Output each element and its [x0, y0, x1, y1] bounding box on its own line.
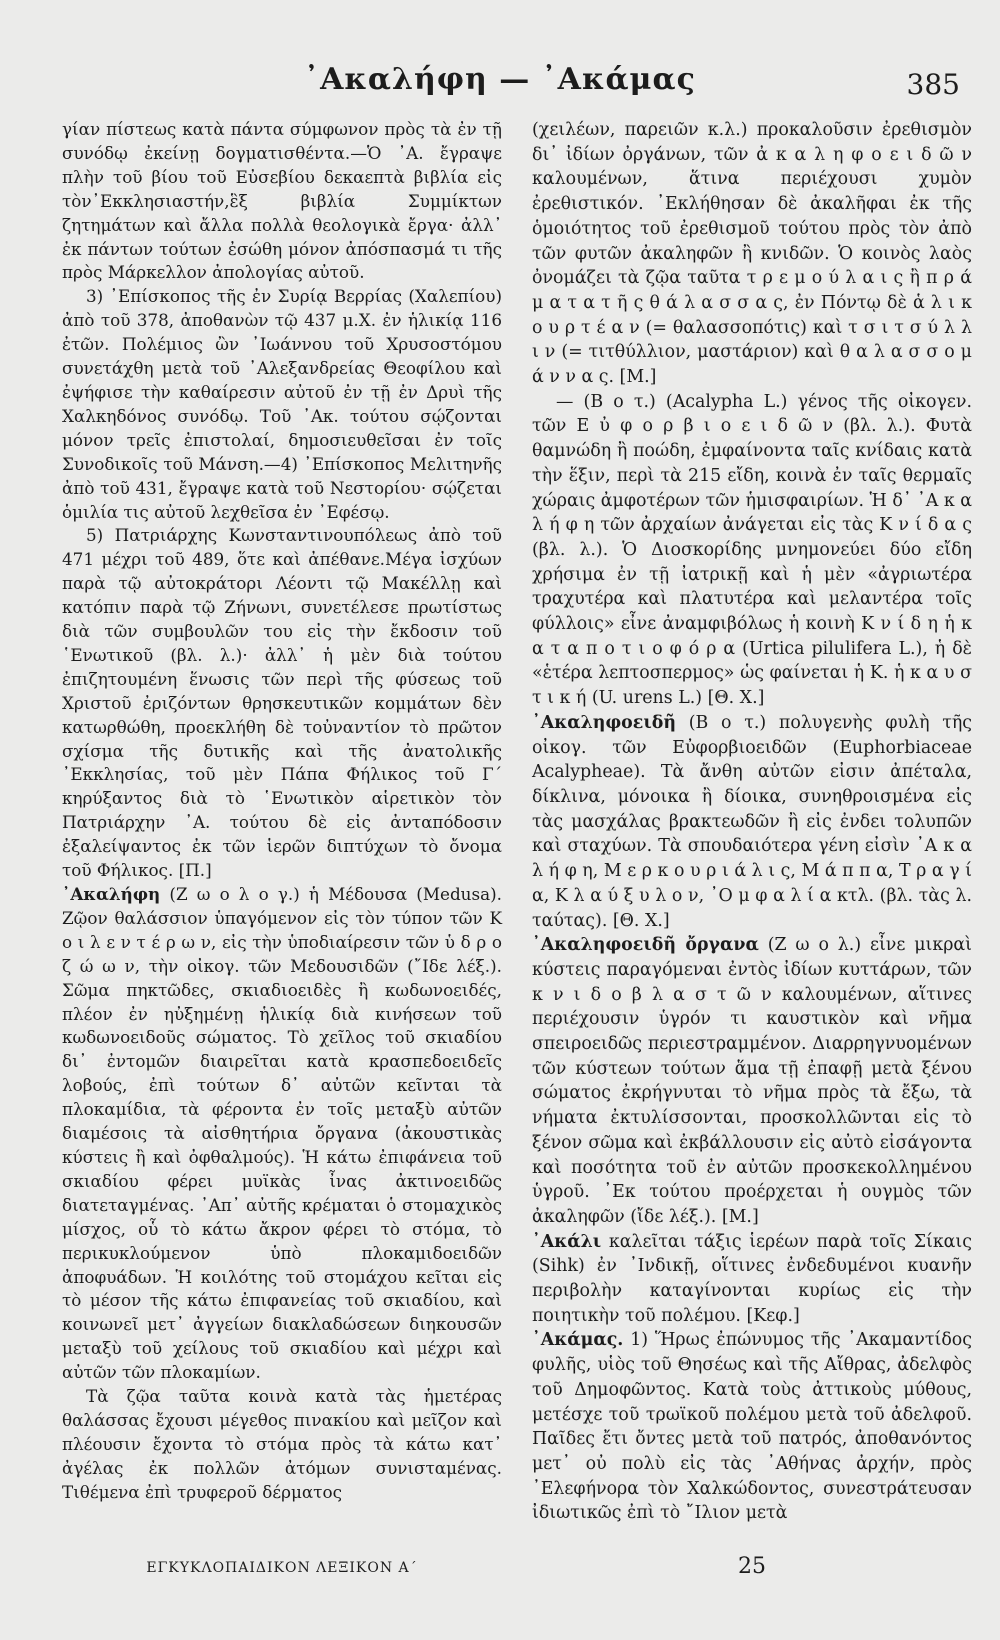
entry-headword: ᾿Ακαληφοειδῆ ὄργανα [532, 935, 759, 956]
paragraph [532, 933, 972, 1229]
left-column [62, 118, 502, 1505]
signature-mark: 25 [738, 1554, 766, 1579]
entry-headword: ᾿Ακαληφοειδῆ [532, 712, 677, 733]
paragraph [532, 390, 972, 711]
paragraph-text: 3) ᾿Επίσκοπος τῆς ἐν Συρίᾳ Βερρίας (Χαλεπίου) ἀπὸ τοῦ 378, ἀποθανὼν τῷ 437 μ.Χ. ἐν ἡλικίᾳ 116 ἐτῶν. Πολέμιος ὢν ᾿Ιωάννου τοῦ Χρυσοστόμου συνετάχθη μετὰ τοῦ ᾿Αλεξανδρείας Θεοφίλου καὶ ἐψήφισε τὴν καθαίρεσιν αὐτοῦ ἐν τῇ ἐν Δρυὶ τῆς Χαλκηδόνος συνόδῳ. Τοῦ ᾿Ακ. τούτου σῴζονται μόνον τρεῖς ἐπιστολαί, δημοσιευθεῖσαι ἐν τοῖς Συνοδικοῖς τοῦ Μάνση.—4) ᾿Επίσκοπος Μελιτηνῆς ἀπὸ τοῦ 431, ἔγραψε κατὰ τοῦ Νεστορίου· σῴζεται ὁμιλία τις αὐτοῦ λεχθεῖσα ἐν ᾿Εφέσῳ. [62, 286, 502, 522]
paragraph-text: — (Β ο τ.) (Acalypha L.) γένος τῆς οἰκογεν. τῶν Ε ὐ φ ο ρ β ι ο ε ι δ ῶ ν (βλ. λ.). Φυτὰ θαμνώδη ἢ ποώδη, ἐμφαίνοντα ταῖς κνίδαις κατὰ τὴν ἕξιν, περὶ τὰ 215 εἴδη, κοινὰ ἐν ταῖς θερμαῖς χώραις ἀμφοτέρων τῶν ἡμισφαιρίων. Ἡ δ᾿ ᾿Α κ α λ ή φ η τῶν ἀρχαίων ἀνάγεται εἰς τὰς Κ ν ί δ α ς (βλ. λ.). Ὁ Διοσκορίδης μνημονεύει δύο εἴδη χρήσιμα ἐν τῇ ἰατρικῇ καὶ ἡ μὲν «ἀγριωτέρα τραχυτέρα καὶ πλατυτέρα καὶ μελαντέρα τοῖς φύλλοις» εἶνε ἀναμφιβόλως ἡ κοινὴ Κ ν ί δ η ἡ κ α τ α π ο τ ι ο φ ό ρ α (Urtica pilulifera L.), ἡ δὲ «ἑτέρα λεπτοσπερμος» ὡς φαίνεται ἡ Κ. ἡ κ α υ σ τ ι κ ή (U. urens L.) [Θ. Χ.] [532, 391, 972, 709]
paragraph-text: Τὰ ζῷα ταῦτα κοινὰ κατὰ τὰς ἡμετέρας θαλάσσας ἔχουσι μέγεθος πινακίου καὶ μεῖζον καὶ πλέουσιν ἔχοντα τὸ στόμα πρὸς τὰ κάτω κατ᾿ ἀγέλας ἐκ πολλῶν ἀτόμων συνισταμένας. Τιθέμενα ἐπὶ τρυφεροῦ δέρματος [62, 1386, 502, 1502]
page-number: 385 [906, 68, 960, 101]
paragraph-text: 5) Πατριάρχης Κωνσταντινουπόλεως ἀπὸ τοῦ 471 μέχρι τοῦ 489, ὅτε καὶ ἀπέθανε.Μέγα ἰσχύων παρὰ τῷ αὐτοκράτορι Λέοντι τῷ Μακέλλῃ καὶ κατόπιν παρὰ τῷ Ζήνωνι, συνετέλεσε πρωτίστως διὰ τῶν συμβουλῶν του εἰς τὴν ἔκδοσιν τοῦ ῾Ενωτικοῦ (βλ. λ.)· ἀλλ᾿ ἡ μὲν διὰ τούτου ἐπιζητουμένη ἕνωσις τῶν περὶ τῆς φύσεως τοῦ Χριστοῦ ἐριζόντων θρησκευτικῶν κομμάτων δὲν κατωρθώθη, προεκλήθη δὲ τοὐναντίον τὸ πρῶτον σχίσμα τῆς δυτικῆς καὶ τῆς ἀνατολικῆς ᾿Εκκλησίας, τοῦ μὲν Πάπα Φήλικος τοῦ Γ΄ κηρύξαντος διὰ τὸ ῾Ενωτικὸν αἱρετικὸν τὸν Πατριάρχην ᾿Α. τούτου δὲ εἰς ἀνταπόδοσιν ἐξαλείψαντος ἐκ τῶν ἱερῶν διπτύχων τὸ ὄνομα τοῦ Φήλικος. [Π.] [62, 525, 502, 881]
paragraph [62, 1385, 502, 1505]
paragraph-text: (χειλέων, παρειῶν κ.λ.) προκαλοῦσιν ἐρεθισμὸν δι᾿ ἰδίων ὀργάνων, τῶν ἀ κ α λ η φ ο ε ι δ ῶ ν καλουμένων, ἅτινα περιέχουσι χυμὸν ἐρεθιστικόν. ᾿Εκλήθησαν δὲ ἀκαλῆφαι ἐκ τῆς ὁμοιότητος τοῦ ἐρεθισμοῦ τούτου πρὸς τὸν ἀπὸ τῶν φυτῶν ἀκαληφῶν ἢ κνιδῶν. Ὁ κοινὸς λαὸς ὀνομάζει τὰ ζῷα ταῦτα τ ρ ε μ ο ύ λ α ι ς ἢ π ρ ά μ α τ α τ ῆ ς θ ά λ α σ σ α ς, ἐν Πόντῳ δὲ ἁ λ ι κ ο υ ρ τ έ α ν (= θαλασσοπότις) καὶ τ σ ι τ σ ύ λ λ ι ν (= τιτθύλλιον, μαστάριον) καὶ θ α λ α σ σ ο μ ά ν ν α ς. [Μ.] [532, 120, 972, 388]
paragraph-text: γίαν πίστεως κατὰ πάντα σύμφωνον πρὸς τὰ ἐν τῇ συνόδῳ ἐκείνῃ δογματισθέντα.—Ὁ ᾿Α. ἔγραψε πλὴν τοῦ βίου τοῦ Εὐσεβίου δεκαεπτὰ βιβλία εἰς τὸν᾿Εκκλησιαστήν,ἓξ βιβλία Συμμίκτων ζητημάτων καὶ ἄλλα πολλὰ θεολογικὰ ἔργα· ἀλλ᾿ ἐκ πάντων τούτων ἐσώθη μόνον ἀπόσπασμά τι τῆς πρὸς Μάρκελλον ἀπολογίας αὐτοῦ. [62, 119, 502, 283]
entry-headword: ᾿Ακάμας. [532, 1330, 624, 1351]
entry-headword: ᾿Ακάλι [532, 1231, 602, 1252]
paragraph-text: καλεῖται τάξις ἱερέων παρὰ τοῖς Σίκαις (Sihk) ἐν ᾿Ινδικῇ, οἵτινες ἐνδεδυμένοι κυανῆν περιβολὴν καταγίνονται κυρίως εἰς τὴν ποιητικὴν τοῦ πολέμου. [Κεφ.] [532, 1231, 972, 1326]
paragraph [532, 711, 972, 933]
paragraph [62, 883, 502, 1385]
series-title: ΕΓΚΥΚΛΟΠΑΙΔΙΚΟΝ ΛΕΞΙΚΟΝ Α΄ [146, 1560, 418, 1576]
paragraph [532, 1328, 972, 1526]
paragraph [532, 1230, 972, 1329]
paragraph-text: (Ζ ω ο λ ο γ.) ἡ Μέδουσα (Medusa). Ζῷον θαλάσσιον ὑπαγόμενον εἰς τὸν τύπον τῶν Κ ο ι λ ε ν τ έ ρ ω ν, εἰς τὴν ὑποδιαίρεσιν τῶν ὑ δ ρ ο ζ ώ ω ν, τὴν οἰκογ. τῶν Μεδουσιδῶν (῎Ιδε λέξ.). Σῶμα πηκτῶδες, σκιαδιοειδὲς ἢ κωδωνοειδές, πλέον ἐν ηὐξημένῃ ἡλικίᾳ διὰ κινήσεων τοῦ κωδωνοειδοῦς σώματος. Τὸ χεῖλος τοῦ σκιαδίου δι᾿ ἐντομῶν διαιρεῖται κατὰ κρασπεδοειδεῖς λοβούς, ἐπὶ τούτων δ᾿ αὐτῶν κεῖνται τὰ πλοκαμίδια, τὰ φέροντα ἐν τοῖς μεταξὺ αὐτῶν διαμέσοις τὰ αἰσθητήρια ὄργανα (ἀκουστικὰς κύστεις ἢ καὶ ὀφθαλμούς). Ἡ κάτω ἐπιφάνεια τοῦ σκιαδίου φέρει μυϊκὰς ἶνας ἀκτινοειδῶς διατεταγμένας. ᾿Απ᾿ αὐτῆς κρέμαται ὁ στομαχικὸς μίσχος, οὗ τὸ κάτω ἄκρον φέρει τὸ στόμα, τὸ περικυκλούμενον ὑπὸ πλοκαμιδοειδῶν ἀποφυάδων. Ἡ κοιλότης τοῦ στομάχου κεῖται εἰς τὸ μέσον τῆς κάτω ἐπιφανείας τοῦ σκιαδίου, καὶ κοινωνεῖ μετ᾿ ἀγγείων διακλαδώσεων διηκουσῶν μεταξὺ τοῦ χείλους τοῦ σκιαδίου καὶ μέχρι καὶ αὐτῶν τῶν πλοκαμίων. [62, 884, 502, 1383]
right-column [532, 118, 972, 1526]
paragraph [532, 118, 972, 390]
paragraph-text: (Ζ ω ο λ.) εἶνε μικραὶ κύστεις παραγόμεναι ἐντὸς ἰδίων κυττάρων, τῶν κ ν ι δ ο β λ α σ τ ῶ ν καλουμένων, αἵτινες περιέχουσιν ὑγρόν τι καυστικὸν καὶ νῆμα σπειροειδῶς περιεστραμμένον. Διαρρηγνυομένων τῶν κύστεων τούτων ἅμα τῇ ἐπαφῇ μετὰ ξένου σώματος ἐκρήγνυται τὸ νῆμα πρὸς τὰ ἔξω, τὰ νήματα ἐκτυλίσσονται, προσκολλῶνται εἰς τὸ ξένον σῶμα καὶ ἐκβάλλουσιν εἰς αὐτὸ εἰσάγοντα καὶ ποσότητα τοῦ ἐν αὐτῶν προσκεκολλημένου ὑγροῦ. ᾿Εκ τούτου προέρχεται ἡ ουγμὸς τῶν ἀκαληφῶν (ἴδε λέξ.). [Μ.] [532, 935, 972, 1227]
paragraph [62, 524, 502, 883]
paragraph [62, 285, 502, 524]
entry-headword: ᾿Ακαλήφη [62, 884, 161, 904]
paragraph [62, 118, 502, 285]
paragraph-text: (Β ο τ.) πολυγενὴς φυλὴ τῆς οἰκογ. τῶν Εὐφορβιοειδῶν (Euphorbiaceae Acalypheae). Τὰ ἄνθη αὐτῶν εἰσιν ἀπέταλα, δίκλινα, μόνοικα ἢ δίοικα, συνηθροισμένα εἰς τὰς μασχάλας βρακτεωδῶν ἢ εἰς ἐνδει τολυπῶν καὶ σταχύων. Τὰ σπουδαιότερα γένη εἰσὶν ᾿Α κ α λ ή φ η, Μ ε ρ κ ο υ ρ ι ά λ ι ς, Μ ά π π α, Τ ρ α γ ί α, Κ λ α ύ ξ υ λ ο ν, ᾿Ο μ φ α λ ί α κτλ. (βλ. τὰς λ. ταύτας). [Θ. Χ.] [532, 712, 972, 931]
paragraph-text: 1) Ἥρως ἐπώνυμος τῆς ᾿Ακαμαντίδος φυλῆς, υἱὸς τοῦ Θησέως καὶ τῆς Αἴθρας, ἀδελφὸς τοῦ Δημοφῶντος. Κατὰ τοὺς ἀττικοὺς μύθους, μετέσχε τοῦ τρωϊκοῦ πολέμου μετὰ τοῦ ἀδελφοῦ. Παῖδες ἔτι ὄντες μετὰ τοῦ πατρός, ἀποθανόντος μετ᾿ οὐ πολὺ εἰς τὰς ᾿Αθήνας ἀρχήν, πρὸς ᾿Ελεφήνορα τὸν Χαλκώδοντος, συνεστράτευσαν ἰδιωτικῶς ἐπὶ τὸ ῎Ιλιον μετὰ [532, 1330, 972, 1524]
running-head-title: ᾿Ακαλήφη — ᾿Ακάμας [304, 62, 696, 97]
